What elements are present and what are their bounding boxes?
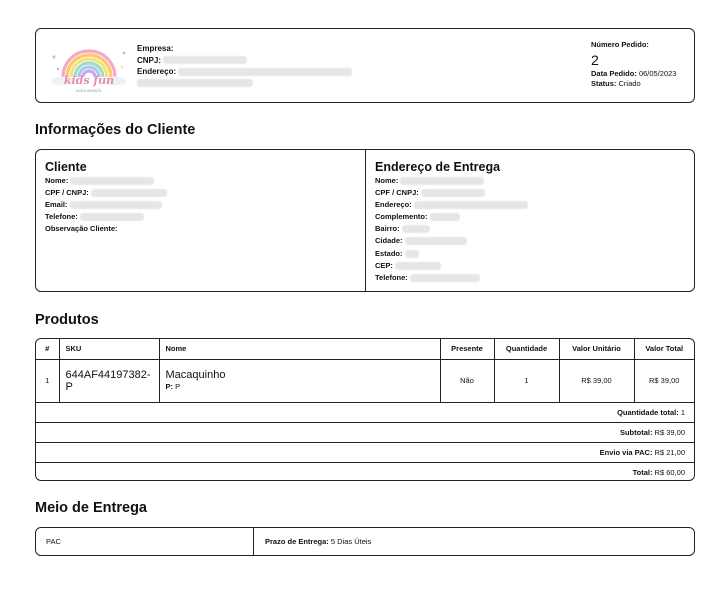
address-field-city: Cidade: (375, 235, 685, 247)
column-header-index: # (36, 339, 59, 359)
column-header-name: Nome (159, 339, 440, 359)
row-gift: Não (440, 359, 494, 402)
column-header-gift: Presente (440, 339, 494, 359)
redacted (405, 237, 467, 245)
address-field-street: Endereço: (375, 199, 685, 211)
client-heading: Cliente (45, 160, 87, 174)
row-quantity: 1 (494, 359, 559, 402)
row-sku: 644AF44197382-P (59, 359, 159, 402)
address-field-zip: CEP: (375, 260, 685, 272)
address-label: Endereço: (137, 67, 177, 76)
redacted (430, 213, 460, 221)
redacted (405, 250, 419, 258)
client-info-box (35, 149, 695, 292)
table-row (36, 359, 694, 402)
kids-fun-logo (48, 39, 130, 97)
client-field-notes: Observação Cliente: (45, 224, 118, 234)
redacted (395, 262, 441, 270)
address-field-document: CPF / CNPJ: (375, 187, 685, 199)
cnpj-redacted (163, 56, 247, 64)
redacted (402, 225, 430, 233)
address-field-name: Nome: (375, 175, 685, 187)
order-date-label: Data Pedido: (591, 68, 637, 78)
column-header-total-price: Valor Total (634, 339, 694, 359)
redacted (414, 201, 528, 209)
client-field-document: CPF / CNPJ: (45, 187, 356, 199)
product-name: Macaquinho (165, 368, 226, 381)
redacted (400, 177, 484, 185)
svg-text:MODA INFANTIL: MODA INFANTIL (75, 89, 103, 93)
cnpj-label: CNPJ: (137, 55, 162, 65)
products-table-box (35, 338, 695, 481)
delivery-method: PAC (36, 528, 254, 555)
redacted (410, 274, 480, 282)
summary-row-total: Total: R$ 60,00 (632, 467, 685, 477)
status-label: Status: (591, 79, 617, 88)
delivery-address-column (365, 150, 694, 291)
table-header-row (36, 339, 694, 359)
company-label: Empresa: (137, 44, 174, 53)
column-header-unit-price: Valor Unitário (559, 339, 634, 359)
address-field-state: Estado: (375, 248, 685, 260)
delivery-address-heading: Endereço de Entrega (375, 160, 501, 174)
redacted (421, 189, 485, 197)
product-variant: P: P (165, 381, 181, 391)
delivery-section-title: Meio de Entrega (35, 500, 147, 516)
redacted (70, 177, 154, 185)
summary-row-quantity: Quantidade total: 1 (36, 402, 694, 422)
products-section-title: Produtos (35, 312, 99, 328)
summary-row-shipping: Envio via PAC: R$ 21,00 (36, 442, 694, 462)
row-total-price: R$ 39,00 (634, 359, 694, 402)
order-number-label: Número Pedido: (591, 40, 649, 49)
address-field-complement: Complemento: (375, 211, 685, 223)
row-unit-price: R$ 39,00 (559, 359, 634, 402)
column-header-sku: SKU (59, 339, 159, 359)
order-date: 06/05/2023 (638, 68, 677, 78)
address-line-redacted (137, 79, 253, 87)
address-redacted (178, 68, 352, 76)
client-field-name: Nome: (45, 175, 356, 187)
client-section-title: Informações do Cliente (35, 122, 196, 138)
redacted (91, 189, 167, 197)
address-field-phone: Telefone: (375, 272, 685, 284)
summary-row-subtotal: Subtotal: R$ 39,00 (36, 422, 694, 442)
column-header-quantity: Quantidade (494, 339, 559, 359)
client-column (36, 150, 365, 291)
row-index: 1 (36, 359, 59, 402)
status-value: Criado (618, 79, 641, 88)
order-info (591, 40, 676, 90)
client-field-email: Email: (45, 199, 356, 211)
row-name-cell (159, 359, 440, 402)
client-field-phone: Telefone: (45, 211, 356, 223)
delivery-deadline: Prazo de Entrega: 5 Dias Úteis (265, 537, 372, 546)
delivery-box (35, 527, 695, 556)
address-field-district: Bairro: (375, 223, 685, 235)
redacted (80, 213, 144, 221)
order-header (35, 28, 695, 103)
products-table (36, 339, 694, 481)
company-info (137, 43, 352, 89)
svg-text:kids fun: kids fun (63, 74, 115, 87)
redacted (70, 201, 162, 209)
order-number: 2 (591, 51, 599, 68)
